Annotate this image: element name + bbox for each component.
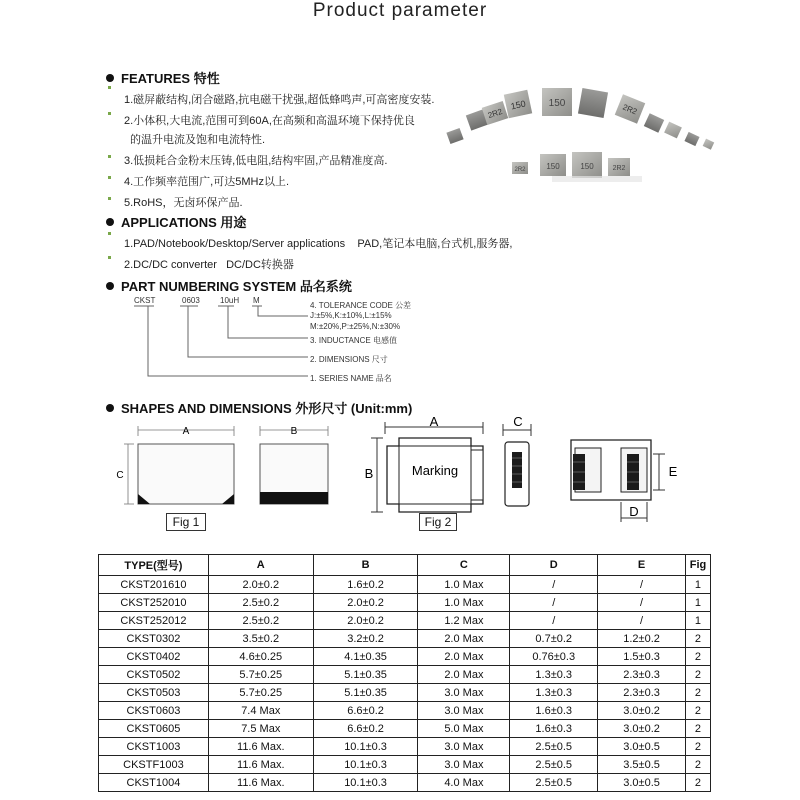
table-cell: 2.0 Max bbox=[418, 630, 510, 648]
table-row bbox=[99, 774, 711, 792]
fig2-label: Fig 2 bbox=[419, 513, 457, 531]
table-cell: 4.6±0.25 bbox=[208, 648, 313, 666]
table-cell: 2 bbox=[685, 648, 710, 666]
table-cell: CKST252010 bbox=[99, 594, 209, 612]
table-cell: 5.0 Max bbox=[418, 720, 510, 738]
table-cell: 3.0±0.5 bbox=[598, 774, 686, 792]
pn-inductance-code: 10uH bbox=[220, 296, 240, 305]
check-mark-icon bbox=[108, 232, 111, 235]
table-cell: 2 bbox=[685, 684, 710, 702]
table-cell: 7.5 Max bbox=[208, 720, 313, 738]
table-cell: 1 bbox=[685, 612, 710, 630]
table-cell: CKST201610 bbox=[99, 576, 209, 594]
table-cell: 5.7±0.25 bbox=[208, 666, 313, 684]
fig2-dim-e: E bbox=[668, 464, 678, 479]
table-cell: 0.76±0.3 bbox=[510, 648, 598, 666]
table-cell: CKST0603 bbox=[99, 702, 209, 720]
header-e: E bbox=[598, 555, 686, 576]
table-cell: CKST0402 bbox=[99, 648, 209, 666]
check-mark-icon bbox=[108, 112, 111, 115]
fig1-label: Fig 1 bbox=[166, 513, 206, 531]
table-row bbox=[99, 612, 711, 630]
feature-line: 5.RoHS，无卤环保产品. bbox=[124, 197, 243, 209]
feature-line: 的温升电流及饱和电流特性. bbox=[130, 134, 266, 146]
table-row bbox=[99, 576, 711, 594]
header-a: A bbox=[208, 555, 313, 576]
application-line: 1.PAD/Notebook/Desktop/Server applications PAD,笔记本电脑,台式机,服务器, bbox=[124, 238, 513, 250]
shapes-heading-text: SHAPES AND DIMENSIONS 外形尺寸 (Unit:mm) bbox=[121, 401, 413, 416]
pn-label-series-name: 1. SERIES NAME 品名 bbox=[310, 374, 392, 383]
chip-mark: 2R2 bbox=[486, 106, 504, 121]
table-cell: 2.5±0.5 bbox=[510, 756, 598, 774]
pn-label-tolerance-values: M:±20%,P:±25%,N:±30% bbox=[310, 322, 401, 331]
fig2-dim-a: A bbox=[429, 414, 439, 429]
table-cell: 2 bbox=[685, 720, 710, 738]
table-cell: / bbox=[510, 576, 598, 594]
part-numbering-heading bbox=[106, 276, 352, 295]
dimensions-table bbox=[98, 554, 711, 792]
header-c: C bbox=[418, 555, 510, 576]
table-cell: CKSTF1003 bbox=[99, 756, 209, 774]
pn-series-code: CKST bbox=[134, 296, 156, 305]
applications-heading bbox=[106, 212, 246, 231]
applications-heading-text: APPLICATIONS 用途 bbox=[121, 215, 247, 230]
fig2-dim-c: C bbox=[513, 414, 523, 429]
table-cell: 1.5±0.3 bbox=[598, 648, 686, 666]
table-row bbox=[99, 666, 711, 684]
check-mark-icon bbox=[108, 86, 111, 89]
fig1-drawing bbox=[110, 422, 340, 514]
table-cell: 2.5±0.5 bbox=[510, 774, 598, 792]
table-cell: 4.1±0.35 bbox=[313, 648, 418, 666]
features-heading bbox=[106, 68, 220, 87]
feature-line: 3.低损耗合金粉末压铸,低电阻,结构牢固,产品精准度高. bbox=[124, 155, 388, 167]
table-cell: 2.0 Max bbox=[418, 648, 510, 666]
table-cell: 3.0 Max bbox=[418, 738, 510, 756]
pn-dimension-code: 0603 bbox=[182, 296, 200, 305]
part-numbering-heading-text: PART NUMBERING SYSTEM 品名系统 bbox=[121, 279, 352, 294]
table-cell: 6.6±0.2 bbox=[313, 720, 418, 738]
table-cell: CKST252012 bbox=[99, 612, 209, 630]
fig1-dim-c: C bbox=[116, 470, 124, 481]
table-cell: 2.3±0.3 bbox=[598, 666, 686, 684]
table-cell: 3.0±0.2 bbox=[598, 702, 686, 720]
pn-label-tolerance: 4. TOLERANCE CODE 公差 bbox=[310, 301, 412, 310]
table-cell: / bbox=[510, 612, 598, 630]
table-cell: 5.7±0.25 bbox=[208, 684, 313, 702]
table-cell: 2 bbox=[685, 738, 710, 756]
feature-line: 4.工作频率范围广,可达5MHz以上. bbox=[124, 176, 290, 188]
table-cell: 2.0±0.2 bbox=[313, 594, 418, 612]
table-cell: CKST0502 bbox=[99, 666, 209, 684]
table-cell: 1.3±0.3 bbox=[510, 684, 598, 702]
chip-mark: 150 bbox=[548, 98, 566, 109]
table-cell: 5.1±0.35 bbox=[313, 684, 418, 702]
chip-mark: 2R2 bbox=[621, 102, 639, 117]
pn-label-dimensions: 2. DIMENSIONS 尺寸 bbox=[310, 355, 388, 364]
table-cell: 2.5±0.2 bbox=[208, 594, 313, 612]
table-cell: 3.0 Max bbox=[418, 702, 510, 720]
table-cell: 1.6±0.2 bbox=[313, 576, 418, 594]
table-cell: 3.5±0.5 bbox=[598, 756, 686, 774]
table-cell: CKST1004 bbox=[99, 774, 209, 792]
bullet-icon bbox=[106, 74, 114, 82]
chip-mark: 2R2 bbox=[514, 167, 526, 173]
table-cell: 1 bbox=[685, 576, 710, 594]
table-cell: 3.0 Max bbox=[418, 684, 510, 702]
feature-line: 2.小体积,大电流,范围可到60A,在高频和高温环境下保持优良 bbox=[124, 115, 415, 127]
table-cell: 2 bbox=[685, 702, 710, 720]
fig2-drawing bbox=[355, 412, 685, 530]
chip-mark: 150 bbox=[580, 162, 594, 171]
header-type: TYPE(型号) bbox=[99, 555, 209, 576]
table-cell: 1.6±0.3 bbox=[510, 702, 598, 720]
chip-mark: 150 bbox=[546, 162, 560, 171]
table-row bbox=[99, 756, 711, 774]
table-cell: 10.1±0.3 bbox=[313, 756, 418, 774]
table-header-row bbox=[99, 555, 711, 576]
table-row bbox=[99, 720, 711, 738]
table-cell: 3.0±0.2 bbox=[598, 720, 686, 738]
fig1-dim-b: B bbox=[290, 426, 298, 437]
header-b: B bbox=[313, 555, 418, 576]
table-cell: CKST1003 bbox=[99, 738, 209, 756]
table-cell: 3.2±0.2 bbox=[313, 630, 418, 648]
table-cell: CKST0503 bbox=[99, 684, 209, 702]
table-cell: CKST0605 bbox=[99, 720, 209, 738]
fig2-dim-d: D bbox=[629, 504, 639, 519]
table-row bbox=[99, 594, 711, 612]
table-cell: 1.2 Max bbox=[418, 612, 510, 630]
inductor-product-photo bbox=[440, 82, 720, 194]
header-d: D bbox=[510, 555, 598, 576]
table-cell: / bbox=[598, 594, 686, 612]
pn-tolerance-code: M bbox=[253, 296, 260, 305]
table-cell: 1.0 Max bbox=[418, 576, 510, 594]
table-cell: 10.1±0.3 bbox=[313, 738, 418, 756]
check-mark-icon bbox=[108, 176, 111, 179]
table-row bbox=[99, 684, 711, 702]
bullet-icon bbox=[106, 218, 114, 226]
header-fig: Fig bbox=[685, 555, 710, 576]
table-row bbox=[99, 648, 711, 666]
table-row bbox=[99, 630, 711, 648]
pn-label-tolerance-values: J:±5%,K:±10%,L:±15% bbox=[310, 311, 392, 320]
table-cell: 11.6 Max. bbox=[208, 738, 313, 756]
table-row bbox=[99, 738, 711, 756]
check-mark-icon bbox=[108, 155, 111, 158]
table-cell: 2 bbox=[685, 666, 710, 684]
table-cell: 2.3±0.3 bbox=[598, 684, 686, 702]
table-cell: 2.0±0.2 bbox=[208, 576, 313, 594]
table-cell: 3.0 Max bbox=[418, 756, 510, 774]
table-cell: 11.6 Max. bbox=[208, 756, 313, 774]
table-cell: 2.0±0.2 bbox=[313, 612, 418, 630]
chip-mark: 150 bbox=[509, 98, 527, 112]
table-cell: 1.6±0.3 bbox=[510, 720, 598, 738]
check-mark-icon bbox=[108, 256, 111, 259]
table-cell: / bbox=[598, 576, 686, 594]
features-heading-text: FEATURES 特性 bbox=[121, 71, 220, 86]
chip-mark: 2R2 bbox=[612, 165, 626, 172]
table-cell: 1.0 Max bbox=[418, 594, 510, 612]
table-cell: 11.6 Max. bbox=[208, 774, 313, 792]
table-cell: 4.0 Max bbox=[418, 774, 510, 792]
table-cell: 6.6±0.2 bbox=[313, 702, 418, 720]
table-cell: 2 bbox=[685, 756, 710, 774]
fig2-marking: Marking bbox=[411, 463, 459, 478]
fig2-dim-b: B bbox=[364, 466, 374, 481]
part-number-leader-lines bbox=[130, 304, 320, 384]
bullet-icon bbox=[106, 282, 114, 290]
table-cell: 1.2±0.2 bbox=[598, 630, 686, 648]
bullet-icon bbox=[106, 404, 114, 412]
table-cell: CKST0302 bbox=[99, 630, 209, 648]
table-cell: 2.5±0.5 bbox=[510, 738, 598, 756]
table-cell: 10.1±0.3 bbox=[313, 774, 418, 792]
table-cell: / bbox=[510, 594, 598, 612]
table-cell: 2 bbox=[685, 774, 710, 792]
table-cell: 2 bbox=[685, 630, 710, 648]
feature-line: 1.磁屏蔽结构,闭合磁路,抗电磁干扰强,超低蜂鸣声,可高密度安装. bbox=[124, 94, 435, 106]
table-row bbox=[99, 702, 711, 720]
table-cell: 3.0±0.5 bbox=[598, 738, 686, 756]
table-cell: 1 bbox=[685, 594, 710, 612]
table-cell: 7.4 Max bbox=[208, 702, 313, 720]
check-mark-icon bbox=[108, 197, 111, 200]
fig1-dim-a: A bbox=[182, 426, 190, 437]
table-cell: 3.5±0.2 bbox=[208, 630, 313, 648]
table-cell: / bbox=[598, 612, 686, 630]
application-line: 2.DC/DC converter DC/DC转换器 bbox=[124, 259, 294, 271]
table-cell: 2.0 Max bbox=[418, 666, 510, 684]
table-cell: 0.7±0.2 bbox=[510, 630, 598, 648]
pn-label-inductance: 3. INDUCTANCE 电感值 bbox=[310, 336, 397, 345]
table-cell: 2.5±0.2 bbox=[208, 612, 313, 630]
table-cell: 1.3±0.3 bbox=[510, 666, 598, 684]
page-title: Product parameter bbox=[312, 0, 488, 21]
table-cell: 5.1±0.35 bbox=[313, 666, 418, 684]
